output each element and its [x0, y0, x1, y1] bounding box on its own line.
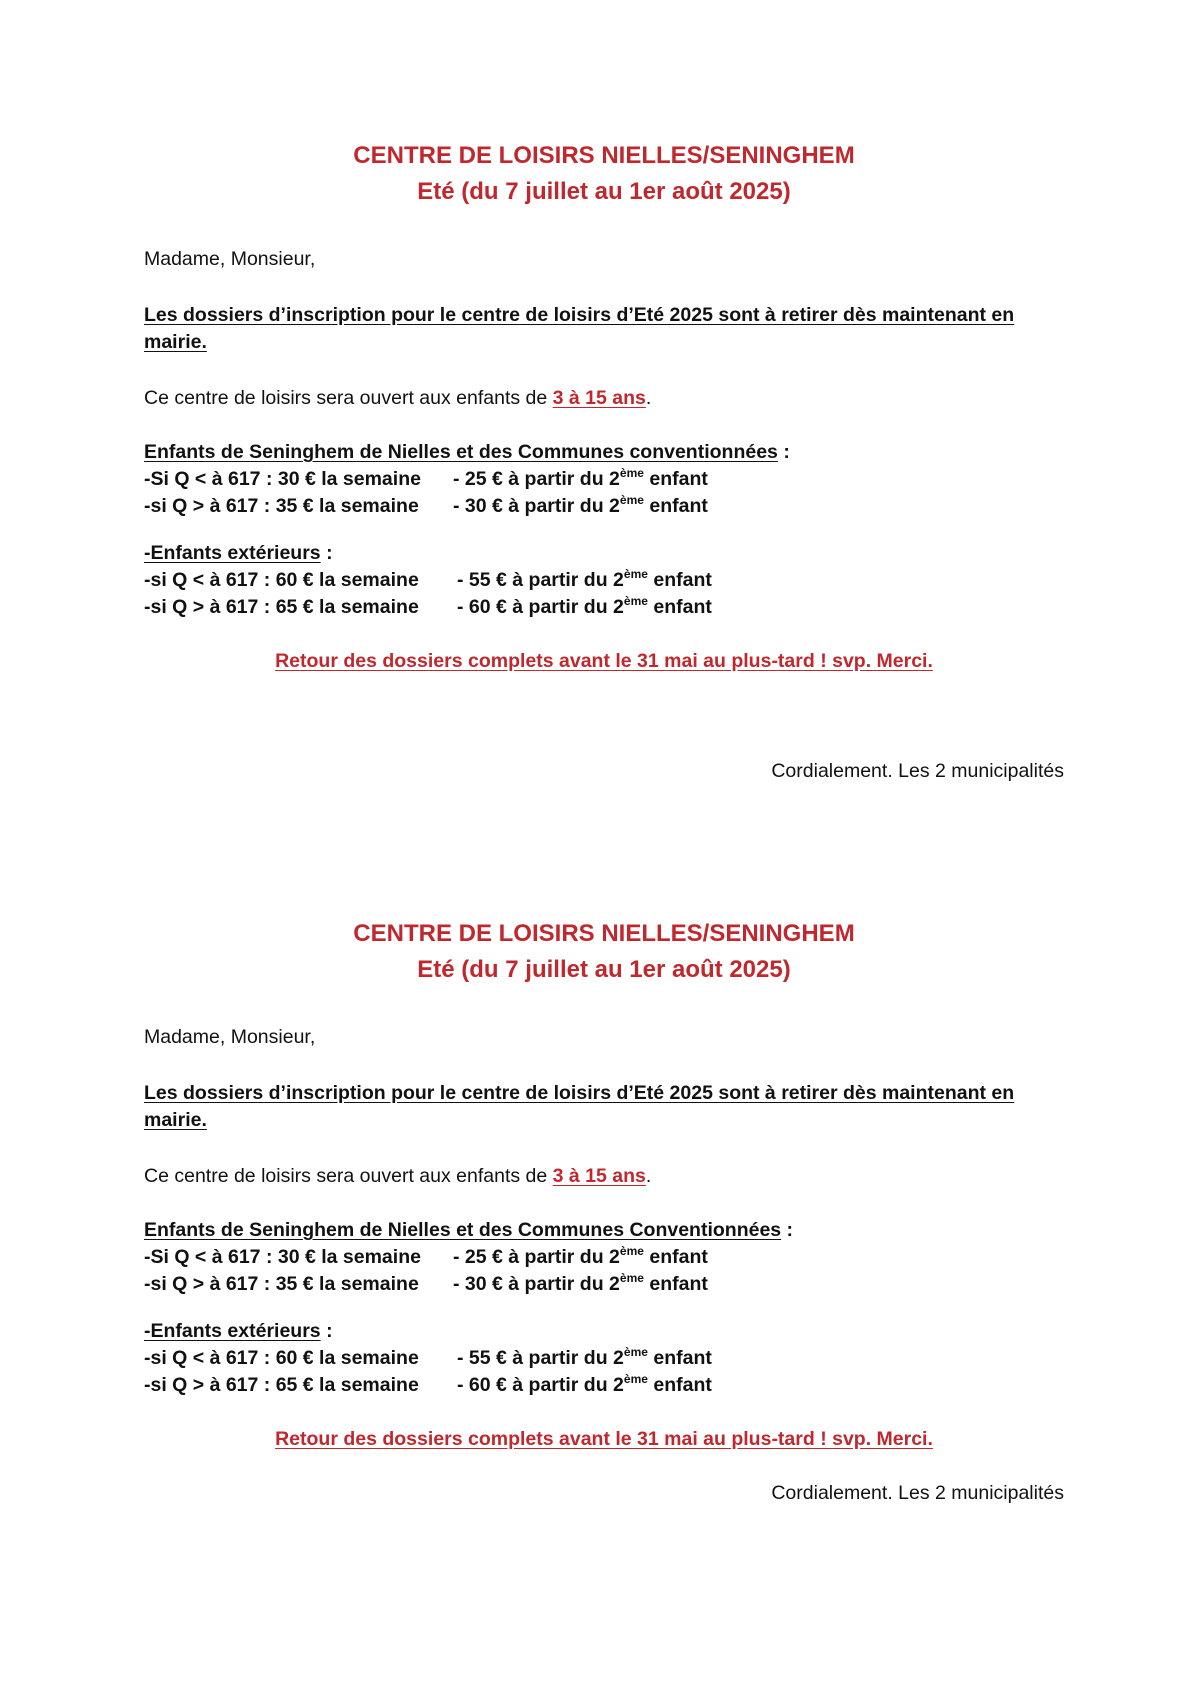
ordinal-sup: ème — [623, 594, 648, 608]
group1-row-1-left: -Si Q < à 617 : 30 € la semaine — [144, 468, 421, 490]
price-text: - 30 € à partir du 2 — [453, 1273, 620, 1295]
group1-colon: : — [781, 1219, 794, 1241]
price-text: - 55 € à partir du 2 — [457, 1347, 624, 1369]
price-suffix: enfant — [647, 596, 712, 618]
notice-line-1: Les dossiers d’inscription pour le centre de loisirs d’Eté 2025 sont à retirer dès maintenant en — [144, 1082, 1015, 1104]
group1-row-1-right — [453, 466, 708, 494]
price-text: - 55 € à partir du 2 — [457, 569, 624, 591]
price-text: - 30 € à partir du 2 — [453, 495, 620, 517]
group2-row-2-right — [457, 594, 712, 622]
price-suffix: enfant — [643, 495, 708, 517]
group2-row-2-left: -si Q > à 617 : 65 € la semaine — [144, 1374, 419, 1396]
group1-heading: Enfants de Seninghem de Nielles et des Communes conventionnées — [144, 441, 778, 463]
ordinal-sup: ème — [619, 466, 644, 480]
ordinal-sup: ème — [623, 1345, 648, 1359]
age-suffix: . — [645, 387, 652, 409]
age-prefix: Ce centre de loisirs sera ouvert aux enfants de — [144, 1165, 553, 1187]
group1-colon: : — [777, 441, 790, 463]
ordinal-sup: ème — [619, 493, 644, 507]
group2-row-2-left: -si Q > à 617 : 65 € la semaine — [144, 596, 419, 618]
group1-heading-line — [144, 1217, 793, 1243]
price-suffix: enfant — [643, 1273, 708, 1295]
price-text: - 60 € à partir du 2 — [457, 596, 624, 618]
group1-row-2-left: -si Q > à 617 : 35 € la semaine — [144, 1273, 419, 1295]
letter-title: CENTRE DE LOISIRS NIELLES/SENINGHEM — [353, 142, 855, 169]
age-range: 3 à 15 ans — [552, 1165, 646, 1187]
age-prefix: Ce centre de loisirs sera ouvert aux enfants de — [144, 387, 553, 409]
group2-colon: : — [320, 1320, 333, 1342]
group2-colon: : — [320, 542, 333, 564]
price-suffix: enfant — [647, 1374, 712, 1396]
group1-row-2-right — [453, 493, 708, 521]
letter-2 — [144, 918, 1064, 1618]
group2-heading: -Enfants extérieurs — [144, 1320, 321, 1342]
return-notice: Retour des dossiers complets avant le 31 mai au plus-tard ! svp. Merci. — [275, 1428, 933, 1450]
notice-line-2: mairie. — [144, 1109, 207, 1131]
ordinal-sup: ème — [623, 1372, 648, 1386]
group2-heading-line — [144, 1318, 333, 1344]
letter-subtitle: Eté (du 7 juillet au 1er août 2025) — [417, 956, 791, 983]
age-suffix: . — [645, 1165, 652, 1187]
group2-heading: -Enfants extérieurs — [144, 542, 321, 564]
group1-row-1-left: -Si Q < à 617 : 30 € la semaine — [144, 1246, 421, 1268]
group1-heading-line — [144, 439, 790, 465]
greeting: Madame, Monsieur, — [144, 248, 316, 270]
greeting: Madame, Monsieur, — [144, 1026, 316, 1048]
group1-row-2-left: -si Q > à 617 : 35 € la semaine — [144, 495, 419, 517]
notice-line-2: mairie. — [144, 331, 207, 353]
signature: Cordialement. Les 2 municipalités — [771, 760, 1064, 782]
price-suffix: enfant — [643, 1246, 708, 1268]
signature: Cordialement. Les 2 municipalités — [771, 1482, 1064, 1504]
notice-line-1: Les dossiers d’inscription pour le centre de loisirs d’Eté 2025 sont à retirer dès maintenant en — [144, 304, 1015, 326]
price-suffix: enfant — [647, 1347, 712, 1369]
group2-heading-line — [144, 540, 333, 566]
group2-row-2-right — [457, 1372, 712, 1400]
ordinal-sup: ème — [619, 1244, 644, 1258]
price-text: - 60 € à partir du 2 — [457, 1374, 624, 1396]
price-suffix: enfant — [647, 569, 712, 591]
age-sentence — [144, 385, 651, 411]
ordinal-sup: ème — [619, 1271, 644, 1285]
group2-row-1-left: -si Q < à 617 : 60 € la semaine — [144, 569, 419, 591]
group1-row-1-right — [453, 1244, 708, 1272]
return-notice: Retour des dossiers complets avant le 31 mai au plus-tard ! svp. Merci. — [275, 650, 933, 672]
price-text: - 25 € à partir du 2 — [453, 468, 620, 490]
letter-title: CENTRE DE LOISIRS NIELLES/SENINGHEM — [353, 920, 855, 947]
letter-1 — [144, 140, 1064, 840]
group1-heading: Enfants de Seninghem de Nielles et des Communes Conventionnées — [144, 1219, 782, 1241]
letter-subtitle: Eté (du 7 juillet au 1er août 2025) — [417, 178, 791, 205]
price-text: - 25 € à partir du 2 — [453, 1246, 620, 1268]
group2-row-1-right — [457, 567, 712, 595]
price-suffix: enfant — [643, 468, 708, 490]
age-range: 3 à 15 ans — [552, 387, 646, 409]
ordinal-sup: ème — [623, 567, 648, 581]
group2-row-1-right — [457, 1345, 712, 1373]
group2-row-1-left: -si Q < à 617 : 60 € la semaine — [144, 1347, 419, 1369]
group1-row-2-right — [453, 1271, 708, 1299]
age-sentence — [144, 1163, 651, 1189]
